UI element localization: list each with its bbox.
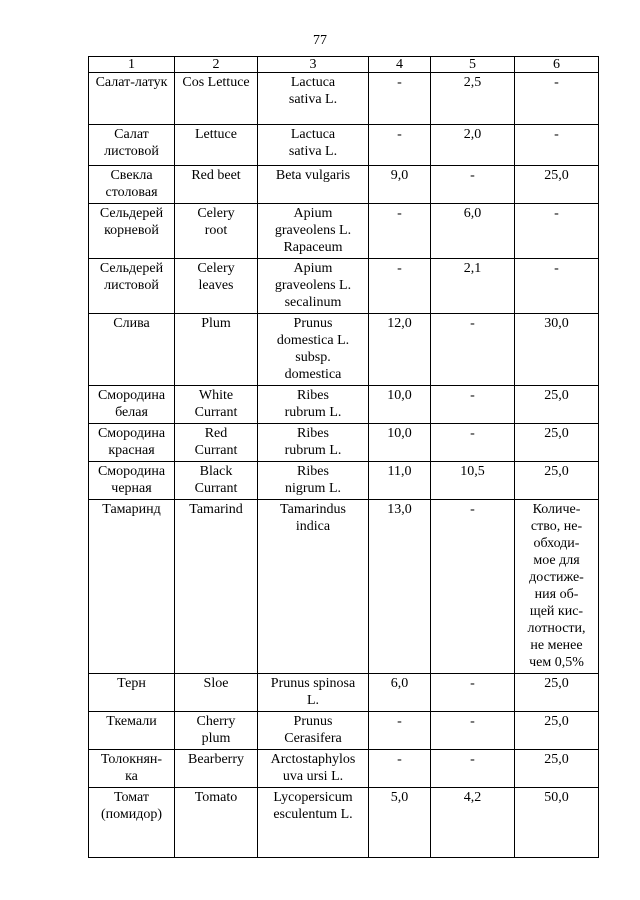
cell-col5 [431,314,515,386]
cell-col5 [431,712,515,750]
table-row [89,674,599,712]
cell-text: Смородина черная [97,464,166,496]
cell-text: 10,0 [387,388,412,403]
cell-text: 13,0 [387,502,412,517]
column-header: 6 [515,57,599,73]
table-row [89,314,599,386]
cell-col4 [369,424,431,462]
cell-text: Lactuca sativa L. [288,127,338,159]
cell-name-en [175,386,258,424]
cell-text: 25,0 [544,464,569,479]
cell-text: Apium graveolens L. secalinum [274,261,352,310]
cell-name-ru [89,204,175,259]
cell-text: 10,0 [387,426,412,441]
cell-col4 [369,386,431,424]
cell-text: Tamarind [189,502,243,517]
cell-text: - [470,168,475,183]
cell-text: Sloe [203,676,229,691]
cell-text: Red Currant [194,426,238,458]
cell-text: - [397,206,402,221]
cell-text: Cos Lettuce [182,75,250,90]
cell-col4 [369,750,431,788]
page-number: 77 [313,33,327,48]
cell-name-en [175,750,258,788]
cell-name-en [175,424,258,462]
cell-col4 [369,314,431,386]
cell-text: 30,0 [544,316,569,331]
cell-col4 [369,712,431,750]
cell-text: Lettuce [195,127,237,142]
cell-name-latin [258,500,369,674]
table-row [89,424,599,462]
cell-col6 [515,750,599,788]
cell-col6 [515,500,599,674]
cell-text: - [470,714,475,729]
cell-name-ru [89,674,175,712]
cell-col6 [515,386,599,424]
cell-text: Салат листовой [104,127,159,159]
cell-col5 [431,462,515,500]
cell-col6 [515,125,599,166]
table-row [89,204,599,259]
cell-text: 50,0 [544,790,569,805]
cell-col4 [369,674,431,712]
cell-name-en [175,674,258,712]
cell-text: 6,0 [390,676,409,691]
cell-col5 [431,73,515,125]
cell-col5 [431,500,515,674]
cell-text: 12,0 [387,316,412,331]
cell-text: Celery leaves [197,261,235,293]
cell-text: Ткемали [106,714,157,729]
cell-text: 2,1 [463,261,482,276]
cell-text: White Currant [194,388,238,420]
table-body [89,73,599,858]
table-row [89,259,599,314]
column-header: 1 [89,57,175,73]
cell-text: - [397,714,402,729]
cell-text: - [470,502,475,517]
column-header: 5 [431,57,515,73]
cell-col6 [515,73,599,125]
table-row [89,462,599,500]
cell-text: - [554,75,559,90]
cell-col4 [369,166,431,204]
cell-name-en [175,125,258,166]
cell-text: Сельдерей листовой [99,261,164,293]
cell-text: Терн [117,676,146,691]
cell-text: - [470,316,475,331]
cell-col5 [431,386,515,424]
cell-name-latin [258,788,369,858]
cell-col5 [431,204,515,259]
cell-text: Ribes nigrum L. [285,464,341,496]
cell-name-latin [258,462,369,500]
cell-text: - [397,261,402,276]
cell-name-latin [258,386,369,424]
cell-text: Количе- ство, не- обходи- мое для достиже- ния об- щей кис- лотности, не менее чем 0,5% [527,502,586,670]
cell-name-latin [258,314,369,386]
cell-col6 [515,166,599,204]
cell-name-en [175,166,258,204]
cell-text: - [554,127,559,142]
cell-text: Lactuca sativa L. [288,75,338,107]
cell-col4 [369,788,431,858]
cell-col5 [431,788,515,858]
cell-text: Prunus domestica L. subsp. domestica [276,316,350,382]
cell-text: Tomato [194,790,238,805]
cell-text: Lycopersicum esculentum L. [273,790,353,822]
cell-name-latin [258,166,369,204]
cell-name-latin [258,259,369,314]
cell-text: 25,0 [544,752,569,767]
cell-text: - [554,261,559,276]
cell-text: Prunus Cerasifera [284,714,342,746]
cell-name-latin [258,73,369,125]
cell-text: Bearberry [188,752,244,767]
cell-name-latin [258,674,369,712]
cell-name-ru [89,424,175,462]
cell-text: Beta vulgaris [275,168,351,183]
cell-text: - [397,752,402,767]
cell-text: - [470,676,475,691]
cell-text: Ribes rubrum L. [284,426,342,458]
cell-text: Ribes rubrum L. [284,388,342,420]
column-header: 3 [258,57,369,73]
cell-name-ru [89,788,175,858]
table-row [89,386,599,424]
cell-col6 [515,712,599,750]
table-row [89,500,599,674]
cell-text: - [397,127,402,142]
table-row [89,73,599,125]
cell-name-latin [258,750,369,788]
cell-text: Тамаринд [102,502,161,517]
cell-text: 25,0 [544,714,569,729]
cell-col5 [431,674,515,712]
cell-name-ru [89,166,175,204]
cell-text: 25,0 [544,168,569,183]
cell-name-en [175,712,258,750]
cell-text: 2,0 [463,127,482,142]
table-row [89,166,599,204]
cell-text: 6,0 [463,206,482,221]
cell-col6 [515,424,599,462]
cell-text: 25,0 [544,676,569,691]
cell-col6 [515,314,599,386]
cell-text: 11,0 [387,464,412,479]
cell-name-ru [89,462,175,500]
cell-name-ru [89,750,175,788]
table-row [89,125,599,166]
cell-name-ru [89,314,175,386]
cell-name-ru [89,386,175,424]
cell-text: Свекла столовая [105,168,158,200]
cell-col5 [431,166,515,204]
cell-name-en [175,259,258,314]
cell-name-ru [89,125,175,166]
cell-col6 [515,204,599,259]
cell-col5 [431,125,515,166]
cell-col5 [431,424,515,462]
cell-col6 [515,462,599,500]
cell-col4 [369,204,431,259]
table-header [89,57,599,73]
cell-text: Black Currant [194,464,238,496]
cell-text: Салат-латук [95,75,168,90]
cell-name-en [175,462,258,500]
cell-text: 2,5 [463,75,482,90]
cell-name-ru [89,712,175,750]
cell-text: Arctostaphylos uva ursi L. [270,752,356,784]
cell-text: - [470,752,475,767]
cell-name-ru [89,500,175,674]
cell-col4 [369,73,431,125]
cell-name-latin [258,424,369,462]
data-table [88,56,599,858]
header-row [89,57,599,73]
cell-col6 [515,788,599,858]
cell-text: Толокнян- ка [100,752,163,784]
cell-text: 25,0 [544,388,569,403]
column-header: 2 [175,57,258,73]
cell-name-en [175,788,258,858]
cell-text: Celery root [197,206,235,238]
cell-text: - [554,206,559,221]
cell-text: Prunus spinosa L. [270,676,356,708]
cell-name-ru [89,259,175,314]
cell-name-latin [258,204,369,259]
table-row [89,788,599,858]
cell-col6 [515,674,599,712]
cell-name-en [175,314,258,386]
cell-text: Слива [113,316,150,331]
cell-name-en [175,73,258,125]
cell-col4 [369,462,431,500]
column-header: 4 [369,57,431,73]
cell-text: Смородина красная [97,426,166,458]
cell-col6 [515,259,599,314]
cell-name-latin [258,125,369,166]
cell-text: - [470,388,475,403]
cell-text: - [470,426,475,441]
cell-text: - [397,75,402,90]
cell-text: 10,5 [460,464,485,479]
cell-name-ru [89,73,175,125]
cell-col4 [369,500,431,674]
cell-name-latin [258,712,369,750]
table-row [89,712,599,750]
cell-text: Томат (помидор) [100,790,163,822]
cell-text: Apium graveolens L. Rapaceum [274,206,352,255]
cell-col5 [431,750,515,788]
cell-text: 9,0 [390,168,409,183]
cell-text: Plum [201,316,231,331]
cell-text: 4,2 [463,790,482,805]
cell-text: 5,0 [390,790,409,805]
cell-name-en [175,204,258,259]
cell-text: Cherry plum [196,714,236,746]
cell-text: Сельдерей корневой [99,206,164,238]
cell-text: Смородина белая [97,388,166,420]
cell-text: 25,0 [544,426,569,441]
cell-name-en [175,500,258,674]
cell-col4 [369,259,431,314]
cell-text: Tamarindus indica [280,502,346,534]
cell-text: Red beet [191,168,241,183]
table-row [89,750,599,788]
cell-col5 [431,259,515,314]
cell-col4 [369,125,431,166]
